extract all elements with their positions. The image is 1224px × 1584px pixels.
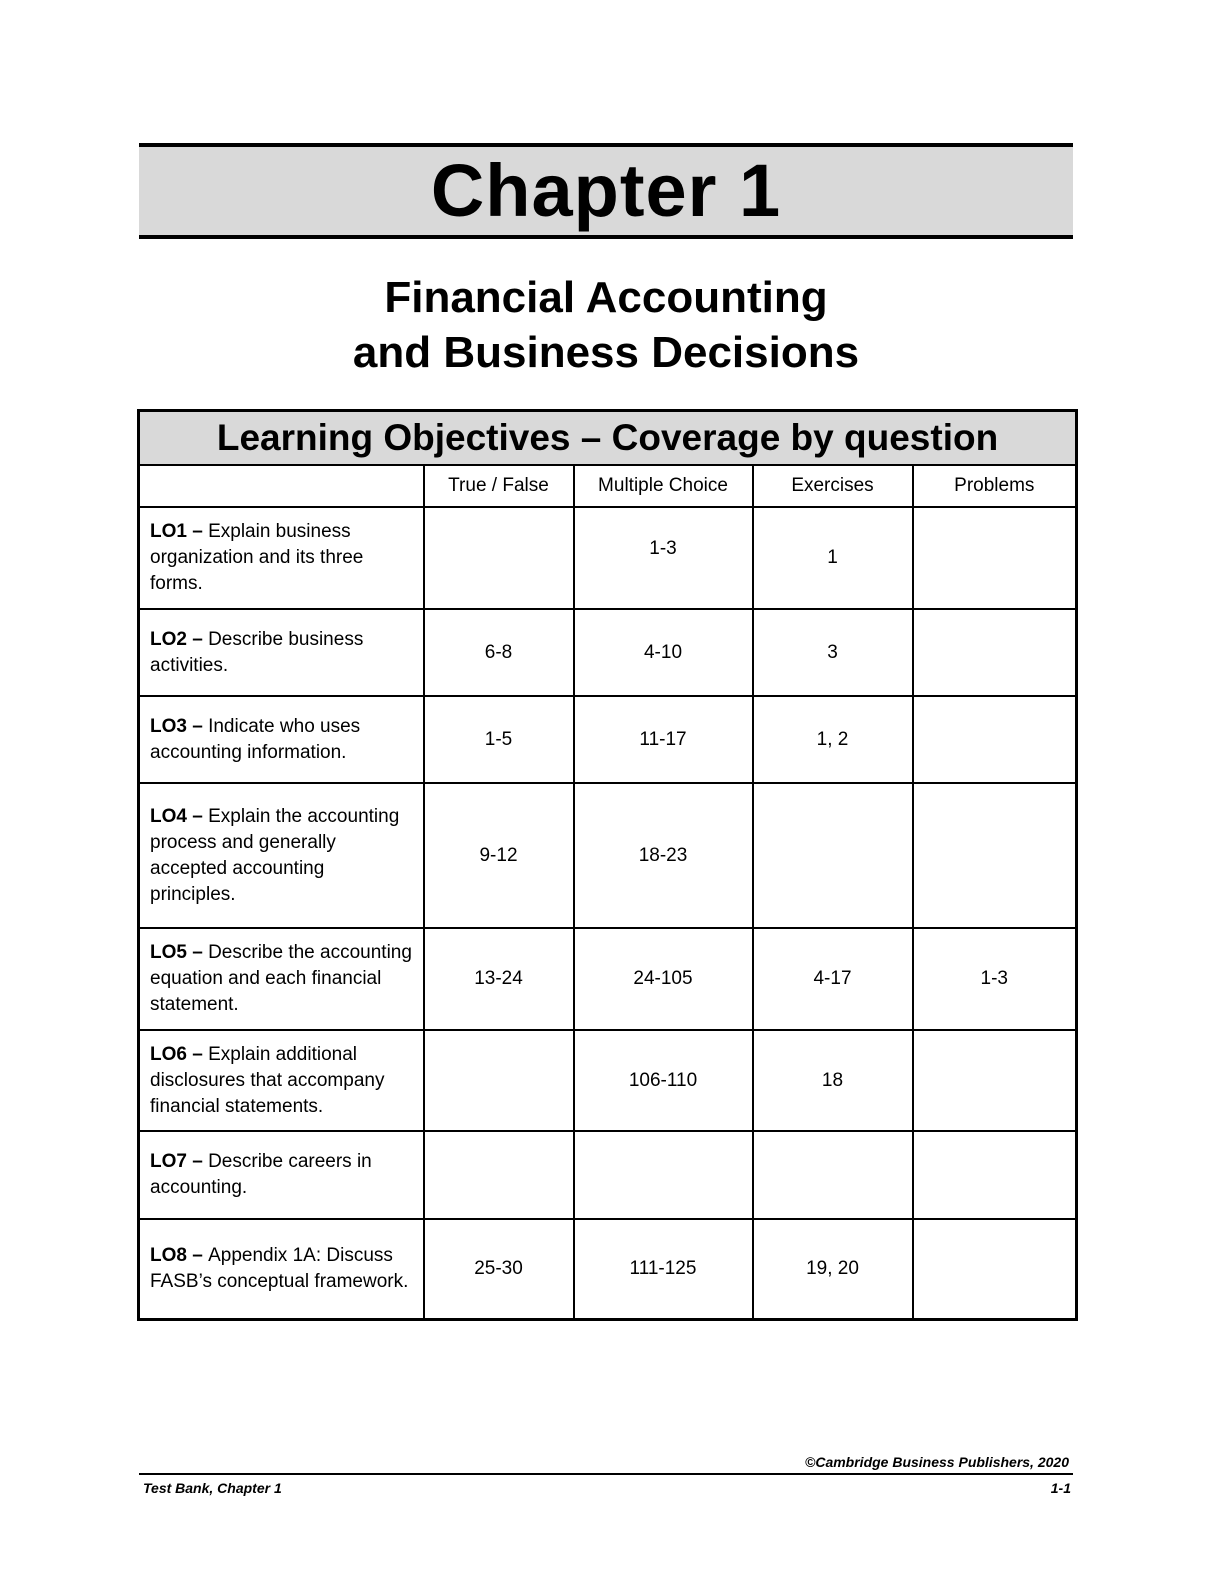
exercises-cell — [753, 783, 913, 928]
true-false-cell: 25-30 — [424, 1219, 574, 1319]
chapter-title: Chapter 1 — [430, 149, 782, 232]
true-false-cell — [424, 1030, 574, 1131]
objective-cell — [139, 696, 424, 783]
true-false-cell: 13-24 — [424, 928, 574, 1030]
exercises-cell: 18 — [753, 1030, 913, 1131]
chapter-subtitle — [139, 270, 1073, 380]
footer-copyright: ©Cambridge Business Publishers, 2020 — [805, 1454, 1069, 1470]
objective-text: Describe the accounting equation and each financial statement. — [150, 942, 412, 1015]
table-header-row — [139, 465, 1077, 507]
exercises-cell: 1, 2 — [753, 696, 913, 783]
subtitle-line-1: Financial Accounting — [384, 273, 828, 322]
table-row — [139, 1219, 1077, 1319]
true-false-cell: 9-12 — [424, 783, 574, 928]
problems-cell — [913, 1030, 1077, 1131]
objective-code: LO2 — [150, 628, 187, 650]
objective-cell — [139, 928, 424, 1030]
objective-code: LO5 — [150, 942, 187, 963]
objective-text: Explain business organization and its three forms. — [150, 521, 364, 594]
table-row — [139, 696, 1077, 783]
learning-objectives-table — [137, 409, 1078, 1321]
objective-cell — [139, 1131, 424, 1219]
table-row — [139, 928, 1077, 1030]
exercises-cell: 3 — [753, 609, 913, 696]
column-header-objective — [139, 465, 424, 507]
objective-code: LO4 — [150, 805, 187, 827]
multiple-choice-cell: 24-105 — [574, 928, 753, 1030]
problems-cell — [913, 609, 1077, 696]
objective-separator: – — [186, 942, 209, 963]
objective-text: Describe careers in accounting. — [150, 1151, 372, 1198]
table-row — [139, 609, 1077, 696]
objective-separator: – — [186, 1043, 209, 1065]
exercises-cell — [753, 1131, 913, 1219]
objective-separator: – — [186, 1244, 209, 1266]
footer-divider — [139, 1473, 1073, 1475]
objective-text: Describe business activities. — [150, 628, 364, 676]
objective-separator: – — [186, 805, 209, 827]
table-row — [139, 507, 1077, 609]
true-false-cell — [424, 507, 574, 609]
objective-code: LO7 — [150, 1151, 187, 1172]
objective-cell — [139, 507, 424, 609]
exercises-cell: 1 — [753, 507, 913, 609]
objective-code: LO6 — [150, 1043, 187, 1065]
multiple-choice-cell — [574, 1131, 753, 1219]
problems-cell — [913, 1219, 1077, 1319]
page-number: 1-1 — [1050, 1480, 1071, 1496]
table-row — [139, 783, 1077, 928]
column-header-exercises: Exercises — [753, 465, 913, 507]
table-row — [139, 1131, 1077, 1219]
exercises-cell: 19, 20 — [753, 1219, 913, 1319]
multiple-choice-cell: 106-110 — [574, 1030, 753, 1131]
objective-separator: – — [186, 628, 209, 650]
multiple-choice-cell: 111-125 — [574, 1219, 753, 1319]
column-header-multiple-choice: Multiple Choice — [574, 465, 753, 507]
exercises-cell: 4-17 — [753, 928, 913, 1030]
objective-cell — [139, 783, 424, 928]
objective-cell — [139, 609, 424, 696]
objective-code: LO3 — [150, 715, 187, 737]
objective-code: LO8 — [150, 1244, 187, 1266]
objective-text: Explain the accounting process and generally accepted accounting principles. — [150, 805, 400, 905]
true-false-cell: 1-5 — [424, 696, 574, 783]
multiple-choice-cell: 4-10 — [574, 609, 753, 696]
column-header-true-false: True / False — [424, 465, 574, 507]
objective-cell — [139, 1030, 424, 1131]
multiple-choice-cell: 11-17 — [574, 696, 753, 783]
objective-cell — [139, 1219, 424, 1319]
objective-text: Indicate who uses accounting information. — [150, 715, 361, 763]
problems-cell — [913, 1131, 1077, 1219]
objective-code: LO1 — [150, 521, 187, 542]
table-caption: Learning Objectives – Coverage by question — [139, 411, 1077, 466]
chapter-banner — [139, 143, 1073, 239]
true-false-cell — [424, 1131, 574, 1219]
true-false-cell: 6-8 — [424, 609, 574, 696]
multiple-choice-cell: 1-3 — [574, 507, 753, 609]
problems-cell — [913, 696, 1077, 783]
table-row — [139, 1030, 1077, 1131]
multiple-choice-cell: 18-23 — [574, 783, 753, 928]
objective-separator: – — [186, 1151, 209, 1172]
problems-cell — [913, 783, 1077, 928]
problems-cell: 1-3 — [913, 928, 1077, 1030]
column-header-problems: Problems — [913, 465, 1077, 507]
objective-text: Appendix 1A: Discuss FASB’s conceptual framework. — [150, 1244, 409, 1292]
objective-separator: – — [186, 521, 209, 542]
problems-cell — [913, 507, 1077, 609]
footer-book-title: Test Bank, Chapter 1 — [143, 1480, 282, 1496]
subtitle-line-2: and Business Decisions — [352, 328, 860, 377]
objective-separator: – — [186, 715, 209, 737]
objective-text: Explain additional disclosures that accompany financial statements. — [150, 1043, 385, 1117]
